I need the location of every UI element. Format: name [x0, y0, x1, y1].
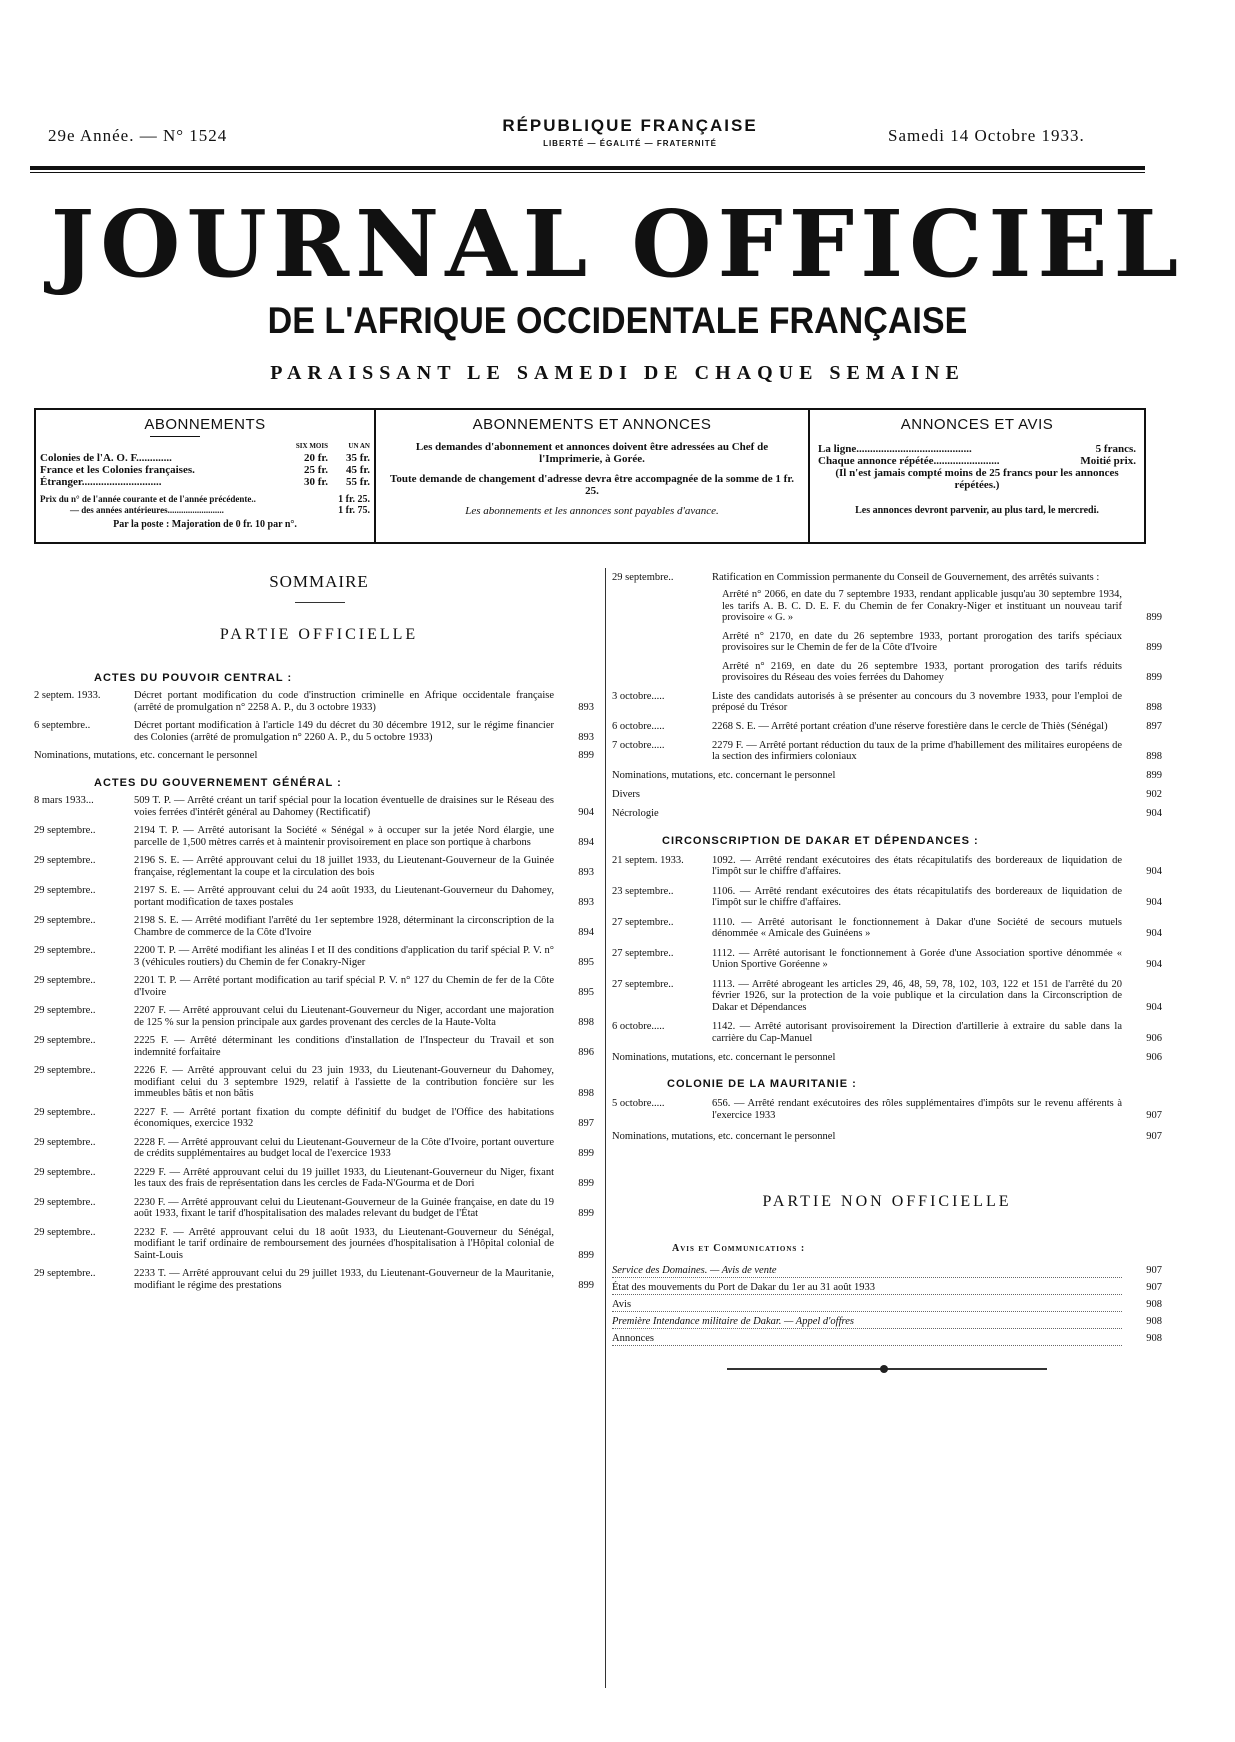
entry-text: 2225 F. — Arrêté déterminant les conditions d'installation de l'Inspecteur du Travail et son indemnité forfaitaire [134, 1035, 554, 1058]
price-line-older [40, 505, 370, 516]
republic-name: RÉPUBLIQUE FRANÇAISE [502, 116, 758, 135]
entry-text: 2232 F. — Arrêté approuvant celui du 18 août 1933, du Lieutenant-Gouverneur du Sénégal, modifiant le tarif ordinaire de remboursement des journées d'hospitalisation à l'Hôpital colonial de Saint-Louis [134, 1226, 554, 1261]
entry-page: 904 [1146, 866, 1162, 877]
section-heading: ACTES DU GOUVERNEMENT GÉNÉRAL : [94, 777, 342, 789]
avis-heading: Avis et Communications : [672, 1243, 806, 1254]
ad-line-value: 5 francs. [1095, 443, 1136, 455]
subscription-row [40, 452, 370, 464]
entry-text: Ratification en Commission permanente du Conseil de Gouvernement, des arrêtés suivants : [712, 572, 1100, 583]
journal-tagline: PARAISSANT LE SAMEDI DE CHAQUE SEMAINE [270, 362, 965, 384]
entry-text: Arrêté n° 2170, en date du 26 septembre 1933, portant prorogation des tarifs spéciaux provisoires sur le Chemin de fer de la Côte d'Ivoire [722, 630, 1122, 653]
entry-date: 29 septembre.. [34, 915, 96, 926]
entry-date: 29 septembre.. [34, 1136, 96, 1148]
entry-text: 2198 S. E. — Arrêté modifiant l'arrêté du 1er septembre 1928, déterminant la circonscription de la Chambre de commerce de la Côte d'Ivoire [134, 915, 554, 938]
entry-date: 29 septembre.. [34, 825, 96, 836]
entry-text: Divers [612, 788, 640, 800]
entry-text: 2194 T. P. — Arrêté autorisant la Société « Sénégal » à occuper sur la jetée Nord élargie, une parcelle de 1,500 mètres carrés et à maintenir provisoirement en place son portique à charbons [134, 825, 554, 848]
entry-page: 899 [1146, 769, 1162, 781]
entry-text: 2196 S. E. — Arrêté approuvant celui du 18 juillet 1933, du Lieutenant-Gouverneur de la Guinée française, réglementant la coupe et la circulation des bois [134, 855, 554, 878]
entry-text: 2268 S. E. — Arrêté portant création d'une réserve forestière dans le cercle de Thiès (Sénégal) [712, 720, 1108, 732]
entry-text: Nominations, mutations, etc. concernant le personnel [612, 1052, 836, 1063]
entry-date: 8 mars 1933... [34, 795, 94, 806]
entry-text: 1112. — Arrêté autorisant le fonctionnement à Gorée d'une Association sportive dénommée « Union Sportive Goréenne » [712, 947, 1122, 970]
entry-page: 893 [578, 896, 594, 908]
republic-block [400, 116, 860, 148]
entry-date: 6 octobre..... [612, 720, 665, 732]
entry-date: 27 septembre.. [612, 916, 674, 928]
entry-date: 29 septembre.. [612, 572, 674, 583]
entry-date: 29 septembre.. [34, 1065, 96, 1076]
subscription-six-months: 30 fr. [303, 476, 328, 488]
section-heading: CIRCONSCRIPTION DE DAKAR ET DÉPENDANCES : [662, 834, 979, 847]
issue-number: 29e Année. — N° 1524 [48, 126, 228, 145]
entry-text: Nécrologie [612, 807, 659, 819]
entry-date: 6 octobre..... [612, 1021, 665, 1032]
avis-text: Avis [612, 1299, 1122, 1312]
entry-page: 893 [578, 731, 594, 743]
entry-text: 2279 F. — Arrêté portant réduction du taux de la prime d'habillement des militaires européens de la section des infirmiers coloniaux [712, 739, 1122, 762]
entry-text: 2226 F. — Arrêté approuvant celui du 23 juin 1933, du Lieutenant-Gouverneur du Dahomey, modifiant celui du 3 septembre 1929, relatif à l'assiette de la contribution foncière sur les immeubles bâtis et non bâtis [134, 1065, 554, 1099]
entry-text: Arrêté n° 2066, en date du 7 septembre 1933, rendant applicable jusqu'au 30 septembre 1934, les tarifs A. B. C. D. E. F. du Chemin de fer Conakry-Niger et instituant un nouveau tarif provisoire « G. » [722, 589, 1122, 623]
subscription-six-months: 25 fr. [303, 464, 328, 476]
avis-text: Annonces [612, 1333, 1122, 1346]
abonnements-heading: ABONNEMENTS [144, 416, 266, 433]
entry-page: 904 [1146, 959, 1162, 970]
ad-repeat-price [818, 455, 1136, 467]
address-change-notice: Toute demande de changement d'adresse devra être accompagnée de la somme de 1 fr. 25. [390, 473, 794, 497]
entry-page: 907 [1146, 1131, 1162, 1142]
avis-entry [612, 1333, 1162, 1346]
republic-motto: LIBERTÉ — ÉGALITÉ — FRATERNITÉ [543, 139, 717, 148]
entry-text: Décret portant modification à l'article 149 du décret du 30 décembre 1912, sur le régime financier des Colonies (arrêté de promulgation n° 2260 A. P., du 5 octobre 1933) [134, 720, 554, 743]
entry-page: 904 [1146, 1001, 1162, 1013]
entry-page: 893 [578, 866, 594, 878]
partie-non-officielle-title: PARTIE NON OFFICIELLE [762, 1193, 1012, 1210]
entry-page: 896 [578, 1046, 594, 1058]
ad-repeat-label: Chaque annonce répétée........................ [818, 455, 1000, 467]
entry-text: Arrêté n° 2169, en date du 26 septembre 1933, portant prorogation des tarifs réduits provisoires du Réseau des voies ferrées du Dahomey [722, 660, 1122, 683]
entry-text: 1106. — Arrêté rendant exécutoires des états récapitulatifs des bordereaux de liquidation de l'impôt sur le chiffre d'affaires. [712, 885, 1122, 908]
abonnements-annonces-column [376, 410, 810, 542]
address-notice: Les demandes d'abonnement et annonces doivent être adressées au Chef de l'Imprimerie, à Gorée. [415, 441, 769, 465]
avis-entry [612, 1299, 1162, 1312]
entry-page: 899 [578, 1148, 594, 1159]
subscription-row [40, 476, 370, 488]
entry-page: 894 [578, 836, 594, 848]
entry-text: 509 T. P. — Arrêté créant un tarif spécial pour la location éventuelle de draisines sur le Réseau des voies ferrées d'intérêt général au Dahomey (Rectificatif) [134, 795, 554, 818]
entry-page: 904 [1146, 897, 1162, 908]
entry-date: 27 septembre.. [612, 947, 674, 959]
entry-date: 23 septembre.. [612, 885, 674, 897]
entry-date: 2 septem. 1933. [34, 690, 101, 701]
subscription-row [40, 464, 370, 476]
ad-repeat-value: Moitié prix. [1080, 455, 1136, 467]
section-heading: COLONIE DE LA MAURITANIE : [667, 1078, 857, 1090]
entry-page: 897 [578, 1118, 594, 1129]
left-toc-column [34, 672, 594, 1692]
entry-page: 904 [1146, 928, 1162, 939]
ad-line-price [818, 443, 1136, 455]
column-divider [605, 568, 606, 1688]
subscription-six-months: 20 fr. [303, 452, 328, 464]
avis-page: 907 [1146, 1282, 1162, 1293]
avis-page: 908 [1146, 1299, 1162, 1310]
annonces-avis-heading: ANNONCES ET AVIS [900, 416, 1054, 433]
entry-page: 899 [578, 1208, 594, 1219]
entry-page: 898 [578, 1016, 594, 1028]
entry-page: 899 [578, 750, 594, 761]
partie-officielle-title: PARTIE OFFICIELLE [219, 626, 419, 643]
price-older-label: — des années antérieures......................... [70, 505, 224, 515]
abonnements-column [36, 410, 376, 542]
header-rule-thin [30, 172, 1145, 173]
subscription-box [34, 408, 1146, 544]
un-an-header: UN AN [348, 442, 370, 450]
entry-page: 898 [578, 1088, 594, 1099]
entry-date: 29 septembre.. [34, 1005, 96, 1016]
entry-text: 2197 S. E. — Arrêté approuvant celui du 24 août 1933, du Lieutenant-Gouverneur du Dahomey, portant modification de taxes postales [134, 885, 554, 908]
entry-text: 1092. — Arrêté rendant exécutoires des états récapitulatifs des bordereaux de liquidation de l'impôt sur le chiffre d'affaires. [712, 854, 1122, 877]
entry-date: 29 septembre.. [34, 945, 96, 956]
entry-page: 906 [1146, 1052, 1162, 1063]
price-current-label: Prix du n° de l'année courante et de l'année précédente.. [40, 494, 256, 504]
entry-page: 895 [578, 986, 594, 998]
subscription-one-year: 45 fr. [345, 464, 370, 476]
entry-text: 2227 F. — Arrêté portant fixation du compte définitif du budget de l'Office des habitations économiques, exercice 1932 [134, 1106, 554, 1129]
entry-text: 1113. — Arrêté abrogeant les articles 29, 46, 48, 59, 78, 102, 103, 122 et 151 de l'arrêté du 20 février 1926, sur la protection de la voie publique et la circulation dans la Circonscription de Dakar et Dépendances [712, 978, 1122, 1013]
entry-text: Liste des candidats autorisés à se présenter au concours du 3 novembre 1933, pour l'emploi de préposé du Trésor [712, 690, 1122, 713]
entry-date: 29 septembre.. [34, 1106, 96, 1118]
entry-page: 899 [578, 1249, 594, 1261]
entry-text: 1142. — Arrêté autorisant provisoirement la Direction d'artillerie à extraire du sable dans la carrière du Cap-Manuel [712, 1021, 1122, 1044]
sommaire-rule [295, 602, 345, 603]
entry-text: Nominations, mutations, etc. concernant le personnel [612, 769, 836, 781]
right-toc-column [612, 572, 1168, 1692]
price-line-current [40, 494, 370, 505]
abonnements-annonces-heading: ABONNEMENTS ET ANNONCES [472, 416, 712, 433]
entry-page: 904 [1146, 807, 1162, 819]
entry-text: Nominations, mutations, etc. concernant le personnel [34, 750, 258, 761]
entry-text: 2207 F. — Arrêté approuvant celui du Lieutenant-Gouverneur du Niger, accordant une majoration de 125 % sur la pension principale aux gardes provenant des cercles de la Haute-Volta [134, 1005, 554, 1028]
entry-date: 5 octobre..... [612, 1098, 665, 1109]
entry-text: Nominations, mutations, etc. concernant le personnel [612, 1131, 836, 1142]
header-rule [30, 166, 1145, 170]
entry-page: 899 [1146, 642, 1162, 653]
entry-page: 893 [578, 701, 594, 713]
entry-page: 899 [578, 1279, 594, 1291]
avis-page: 908 [1146, 1316, 1162, 1327]
six-mois-header: SIX MOIS [295, 442, 328, 450]
entry-text: 1110. — Arrêté autorisant le fonctionnement à Dakar d'une Société de secours mutuels dénommée « Amicale des Guinéens » [712, 916, 1122, 939]
entry-text: 2201 T. P. — Arrêté portant modification au tarif spécial P. V. n° 127 du Chemin de fer de la Côte d'Ivoire [134, 975, 554, 998]
avis-text: Service des Domaines. — Avis de vente [612, 1265, 1122, 1278]
entry-date: 29 septembre.. [34, 1166, 96, 1178]
entry-text: 2228 F. — Arrêté approuvant celui du Lieutenant-Gouverneur de la Côte d'Ivoire, portant ouverture de crédits supplémentaires au budget local de l'exercice 1933 [134, 1136, 554, 1159]
avis-text: État des mouvements du Port de Dakar du 1er au 31 août 1933 [612, 1282, 1122, 1295]
subscription-table [40, 440, 370, 488]
entry-date: 29 septembre.. [34, 885, 96, 896]
annonces-avis-column [810, 410, 1144, 542]
entry-page: 902 [1146, 788, 1162, 800]
entry-text: Décret portant modification du code d'instruction criminelle en Afrique occidentale française (arrêté de promulgation n° 2258 A. P., du 3 octobre 1933) [134, 690, 554, 713]
entry-date: 29 septembre.. [34, 1268, 96, 1279]
ad-line-label: La ligne.......................................... [818, 443, 972, 455]
avis-page: 907 [1146, 1265, 1162, 1276]
entry-date: 29 septembre.. [34, 1035, 96, 1046]
avis-page: 908 [1146, 1333, 1162, 1344]
abonnements-rule [150, 436, 200, 437]
entry-date: 29 septembre.. [34, 975, 96, 986]
sommaire-title: SOMMAIRE [269, 572, 369, 591]
journal-subtitle: DE L'AFRIQUE OCCIDENTALE FRANÇAISE [267, 300, 968, 341]
entry-date: 6 septembre.. [34, 720, 91, 731]
subscription-label: France et les Colonies françaises. [40, 464, 195, 476]
entry-date: 29 septembre.. [34, 1196, 96, 1208]
price-older-value: 1 fr. 75. [338, 505, 370, 516]
avis-entry [612, 1316, 1162, 1329]
postal-surcharge: Par la poste : Majoration de 0 fr. 10 par n°. [113, 519, 297, 530]
entry-page: 906 [1146, 1032, 1162, 1044]
entry-text: 2200 T. P. — Arrêté modifiant les alinéas I et II des conditions d'application du tarif spécial P. V. n° 3 (véhicules routiers) du Chemin de fer Conakry-Niger [134, 945, 554, 968]
entry-page: 899 [1146, 672, 1162, 683]
entry-page: 907 [1146, 1109, 1162, 1121]
entry-page: 904 [578, 806, 594, 818]
entry-page: 898 [1146, 702, 1162, 713]
entry-page: 899 [1146, 612, 1162, 623]
payment-notice: Les abonnements et les annonces sont payables d'avance. [465, 505, 719, 517]
entry-date: 3 octobre..... [612, 690, 665, 702]
section-heading: ACTES DU POUVOIR CENTRAL : [94, 672, 293, 684]
entry-date: 7 octobre..... [612, 739, 665, 751]
price-current-value: 1 fr. 25. [338, 494, 370, 505]
subscription-one-year: 35 fr. [345, 452, 370, 464]
ad-minimum-note: (Il n'est jamais compté moins de 25 francs pour les annonces répétées.) [835, 467, 1119, 491]
entry-page: 899 [578, 1178, 594, 1189]
end-ornament-dot [880, 1365, 888, 1373]
avis-entry [612, 1265, 1162, 1278]
subscription-label: Étranger............................. [40, 476, 162, 488]
entry-date: 27 septembre.. [612, 978, 674, 990]
entry-page: 895 [578, 956, 594, 968]
avis-text: Première Intendance militaire de Dakar. — Appel d'offres [612, 1316, 1122, 1329]
avis-entry [612, 1282, 1162, 1295]
subscription-label: Colonies de l'A. O. F............. [40, 452, 172, 464]
entry-text: 2229 F. — Arrêté approuvant celui du 19 juillet 1933, du Lieutenant-Gouverneur du Niger, fixant les taux des frais de représentation dans les cercles de Fada-N'Gourma et de Dori [134, 1166, 554, 1189]
journal-title: JOURNAL OFFICIEL [50, 190, 1185, 298]
entry-date: 29 septembre.. [34, 855, 96, 866]
entry-page: 894 [578, 926, 594, 938]
subscription-one-year: 55 fr. [345, 476, 370, 488]
entry-text: 2230 F. — Arrêté approuvant celui du Lieutenant-Gouverneur de la Guinée française, en date du 19 août 1933, fixant le tarif d'hospitalisation des malades relevant du budget de l'État [134, 1196, 554, 1219]
ad-deadline: Les annonces devront parvenir, au plus tard, le mercredi. [855, 505, 1099, 516]
entry-date: 21 septem. 1933. [612, 854, 684, 866]
entry-text: 656. — Arrêté rendant exécutoires des rôles supplémentaires d'impôts sur le revenu afférents à l'exercice 1933 [712, 1098, 1122, 1121]
entry-text: 2233 T. — Arrêté approuvant celui du 29 juillet 1933, du Lieutenant-Gouverneur de la Mauritanie, modifiant le régime des prestations [134, 1268, 554, 1291]
issue-date: Samedi 14 Octobre 1933. [888, 126, 1085, 145]
entry-date: 29 septembre.. [34, 1226, 96, 1238]
entry-page: 898 [1146, 751, 1162, 762]
entry-page: 897 [1146, 720, 1162, 732]
